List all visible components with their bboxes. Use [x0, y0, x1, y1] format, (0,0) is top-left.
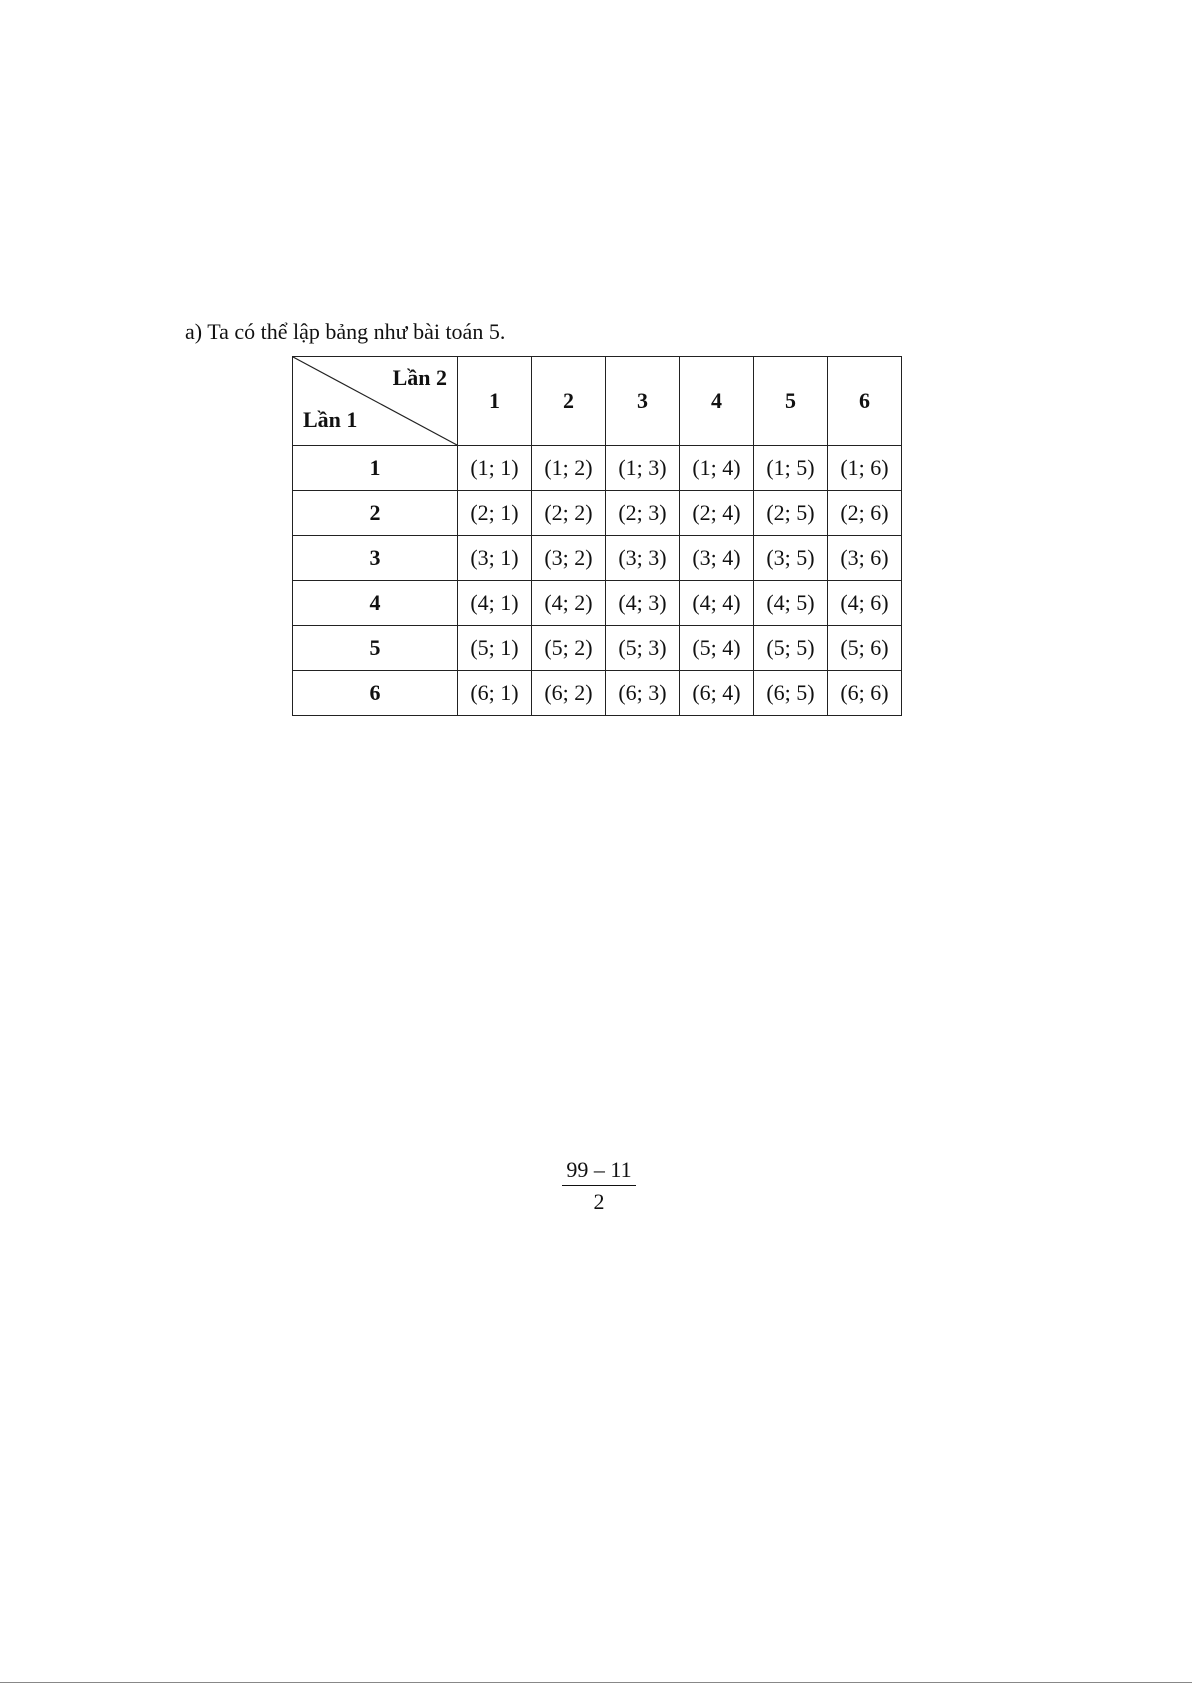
table-cell: (4; 4)	[680, 581, 754, 626]
table-cell: (2; 1)	[458, 491, 532, 536]
table-cell: (6; 3)	[606, 671, 680, 716]
table-row	[293, 581, 902, 626]
row-header: 3	[293, 536, 458, 581]
table-header-row	[293, 357, 902, 446]
table-cell: (2; 3)	[606, 491, 680, 536]
table-cell: (1; 6)	[828, 446, 902, 491]
intro-text: a) Ta có thể lập bảng như bài toán 5.	[185, 319, 506, 344]
column-header: 1	[458, 357, 532, 446]
table-cell: (1; 5)	[754, 446, 828, 491]
table-cell: (5; 3)	[606, 626, 680, 671]
table-row	[293, 671, 902, 716]
column-header: 3	[606, 357, 680, 446]
row-header: 4	[293, 581, 458, 626]
table-cell: (3; 6)	[828, 536, 902, 581]
corner-label-second-roll: Lần 2	[392, 365, 447, 390]
table-cell: (6; 2)	[532, 671, 606, 716]
table-cell: (1; 2)	[532, 446, 606, 491]
column-header: 4	[680, 357, 754, 446]
table-cell: (2; 6)	[828, 491, 902, 536]
table-cell: (4; 2)	[532, 581, 606, 626]
fraction-expression	[562, 1157, 636, 1216]
table-cell: (3; 2)	[532, 536, 606, 581]
table-cell: (4; 3)	[606, 581, 680, 626]
table-cell: (4; 1)	[458, 581, 532, 626]
table-cell: (5; 1)	[458, 626, 532, 671]
table-cell: (1; 1)	[458, 446, 532, 491]
row-header: 1	[293, 446, 458, 491]
column-header: 6	[828, 357, 902, 446]
table-cell: (3; 5)	[754, 536, 828, 581]
table-cell: (1; 4)	[680, 446, 754, 491]
page-bottom-rule	[0, 1682, 1192, 1683]
row-header: 2	[293, 491, 458, 536]
corner-label-first-roll: Lần 1	[303, 407, 358, 432]
outcomes-table	[292, 356, 902, 716]
table-cell: (6; 5)	[754, 671, 828, 716]
table-cell: (5; 4)	[680, 626, 754, 671]
table-row	[293, 626, 902, 671]
table-row	[293, 446, 902, 491]
row-header: 5	[293, 626, 458, 671]
fraction-numerator: 99 – 11	[562, 1157, 636, 1186]
table-cell: (4; 5)	[754, 581, 828, 626]
fraction-denominator: 2	[593, 1189, 605, 1214]
table-cell: (1; 3)	[606, 446, 680, 491]
table-cell: (6; 1)	[458, 671, 532, 716]
table-cell: (3; 4)	[680, 536, 754, 581]
column-header: 5	[754, 357, 828, 446]
table-cell: (4; 6)	[828, 581, 902, 626]
table-cell: (5; 6)	[828, 626, 902, 671]
table-cell: (2; 4)	[680, 491, 754, 536]
table-row	[293, 536, 902, 581]
table-row	[293, 491, 902, 536]
table-cell: (6; 6)	[828, 671, 902, 716]
column-header: 2	[532, 357, 606, 446]
table-cell: (5; 5)	[754, 626, 828, 671]
row-header: 6	[293, 671, 458, 716]
table-cell: (2; 2)	[532, 491, 606, 536]
table-cell: (2; 5)	[754, 491, 828, 536]
table-cell: (6; 4)	[680, 671, 754, 716]
table-cell: (5; 2)	[532, 626, 606, 671]
table-cell: (3; 3)	[606, 536, 680, 581]
table-cell: (3; 1)	[458, 536, 532, 581]
table-corner-cell	[293, 357, 458, 446]
